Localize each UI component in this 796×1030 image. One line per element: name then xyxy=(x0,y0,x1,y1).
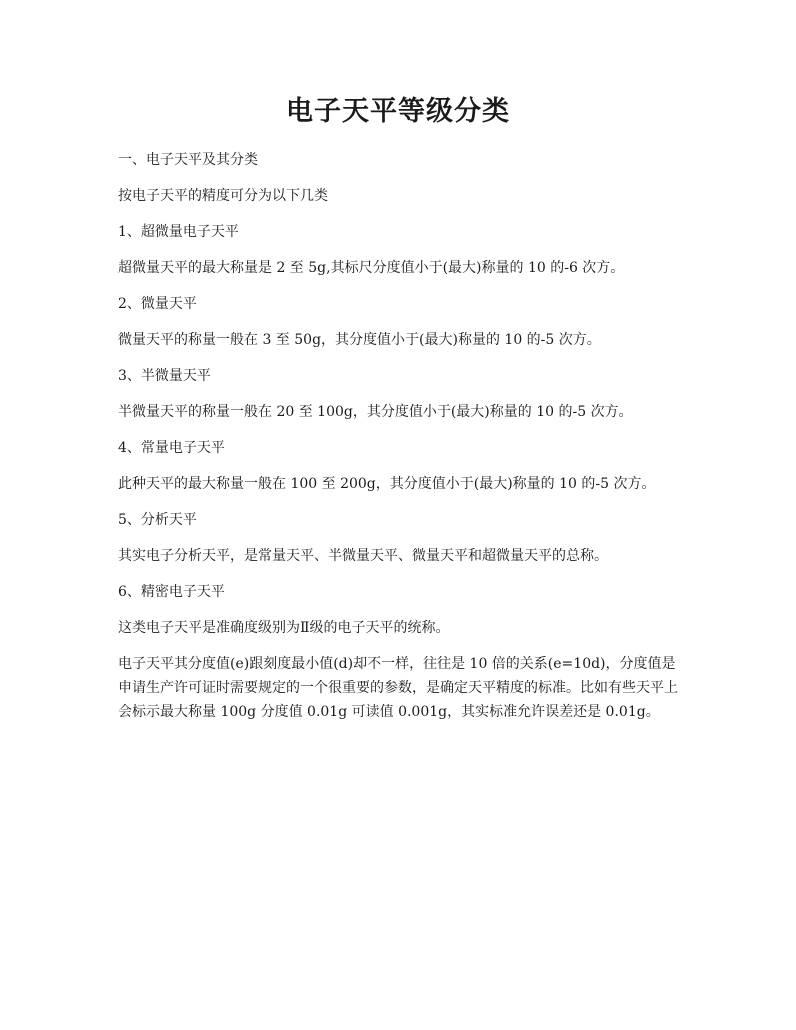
category-heading-5: 5、分析天平 xyxy=(118,512,197,528)
intro-paragraph: 按电子天平的精度可分为以下几类 xyxy=(118,188,328,204)
document-title: 电子天平等级分类 xyxy=(286,96,510,127)
category-description-1: 超微量天平的最大称量是 2 至 5g,其标尺分度值小于(最大)称量的 10 的-6 次方。 xyxy=(118,260,625,276)
category-description-2: 微量天平的称量一般在 3 至 50g，其分度值小于(最大)称量的 10 的-5 次方。 xyxy=(118,332,601,348)
category-heading-4: 4、常量电子天平 xyxy=(118,440,225,456)
category-heading-2: 2、微量天平 xyxy=(118,296,197,312)
category-description-4: 此种天平的最大称量一般在 100 至 200g，其分度值小于(最大)称量的 10 的-5 次方。 xyxy=(118,476,656,492)
category-description-5: 其实电子分析天平，是常量天平、半微量天平、微量天平和超微量天平的总称。 xyxy=(118,548,608,564)
closing-paragraph: 电子天平其分度值(e)跟刻度最小值(d)却不一样，往往是 10 倍的关系(e=10d)，分度值是申请生产许可证时需要规定的一个很重要的参数，是确定天平精度的标准。比如有些天平上会标示最大称量 100g 分度值 0.01g 可读值 0.001g，其实标准允许误差还是 0.01g。 xyxy=(118,656,678,720)
section-heading: 一、电子天平及其分类 xyxy=(118,152,258,168)
document-body xyxy=(118,148,684,736)
category-description-3: 半微量天平的称量一般在 20 至 100g，其分度值小于(最大)称量的 10 的-5 次方。 xyxy=(118,404,633,420)
category-heading-3: 3、半微量天平 xyxy=(118,368,211,384)
category-heading-1: 1、超微量电子天平 xyxy=(118,224,239,240)
category-description-6: 这类电子天平是准确度级别为Ⅱ级的电子天平的统称。 xyxy=(118,620,450,636)
category-heading-6: 6、精密电子天平 xyxy=(118,584,225,600)
